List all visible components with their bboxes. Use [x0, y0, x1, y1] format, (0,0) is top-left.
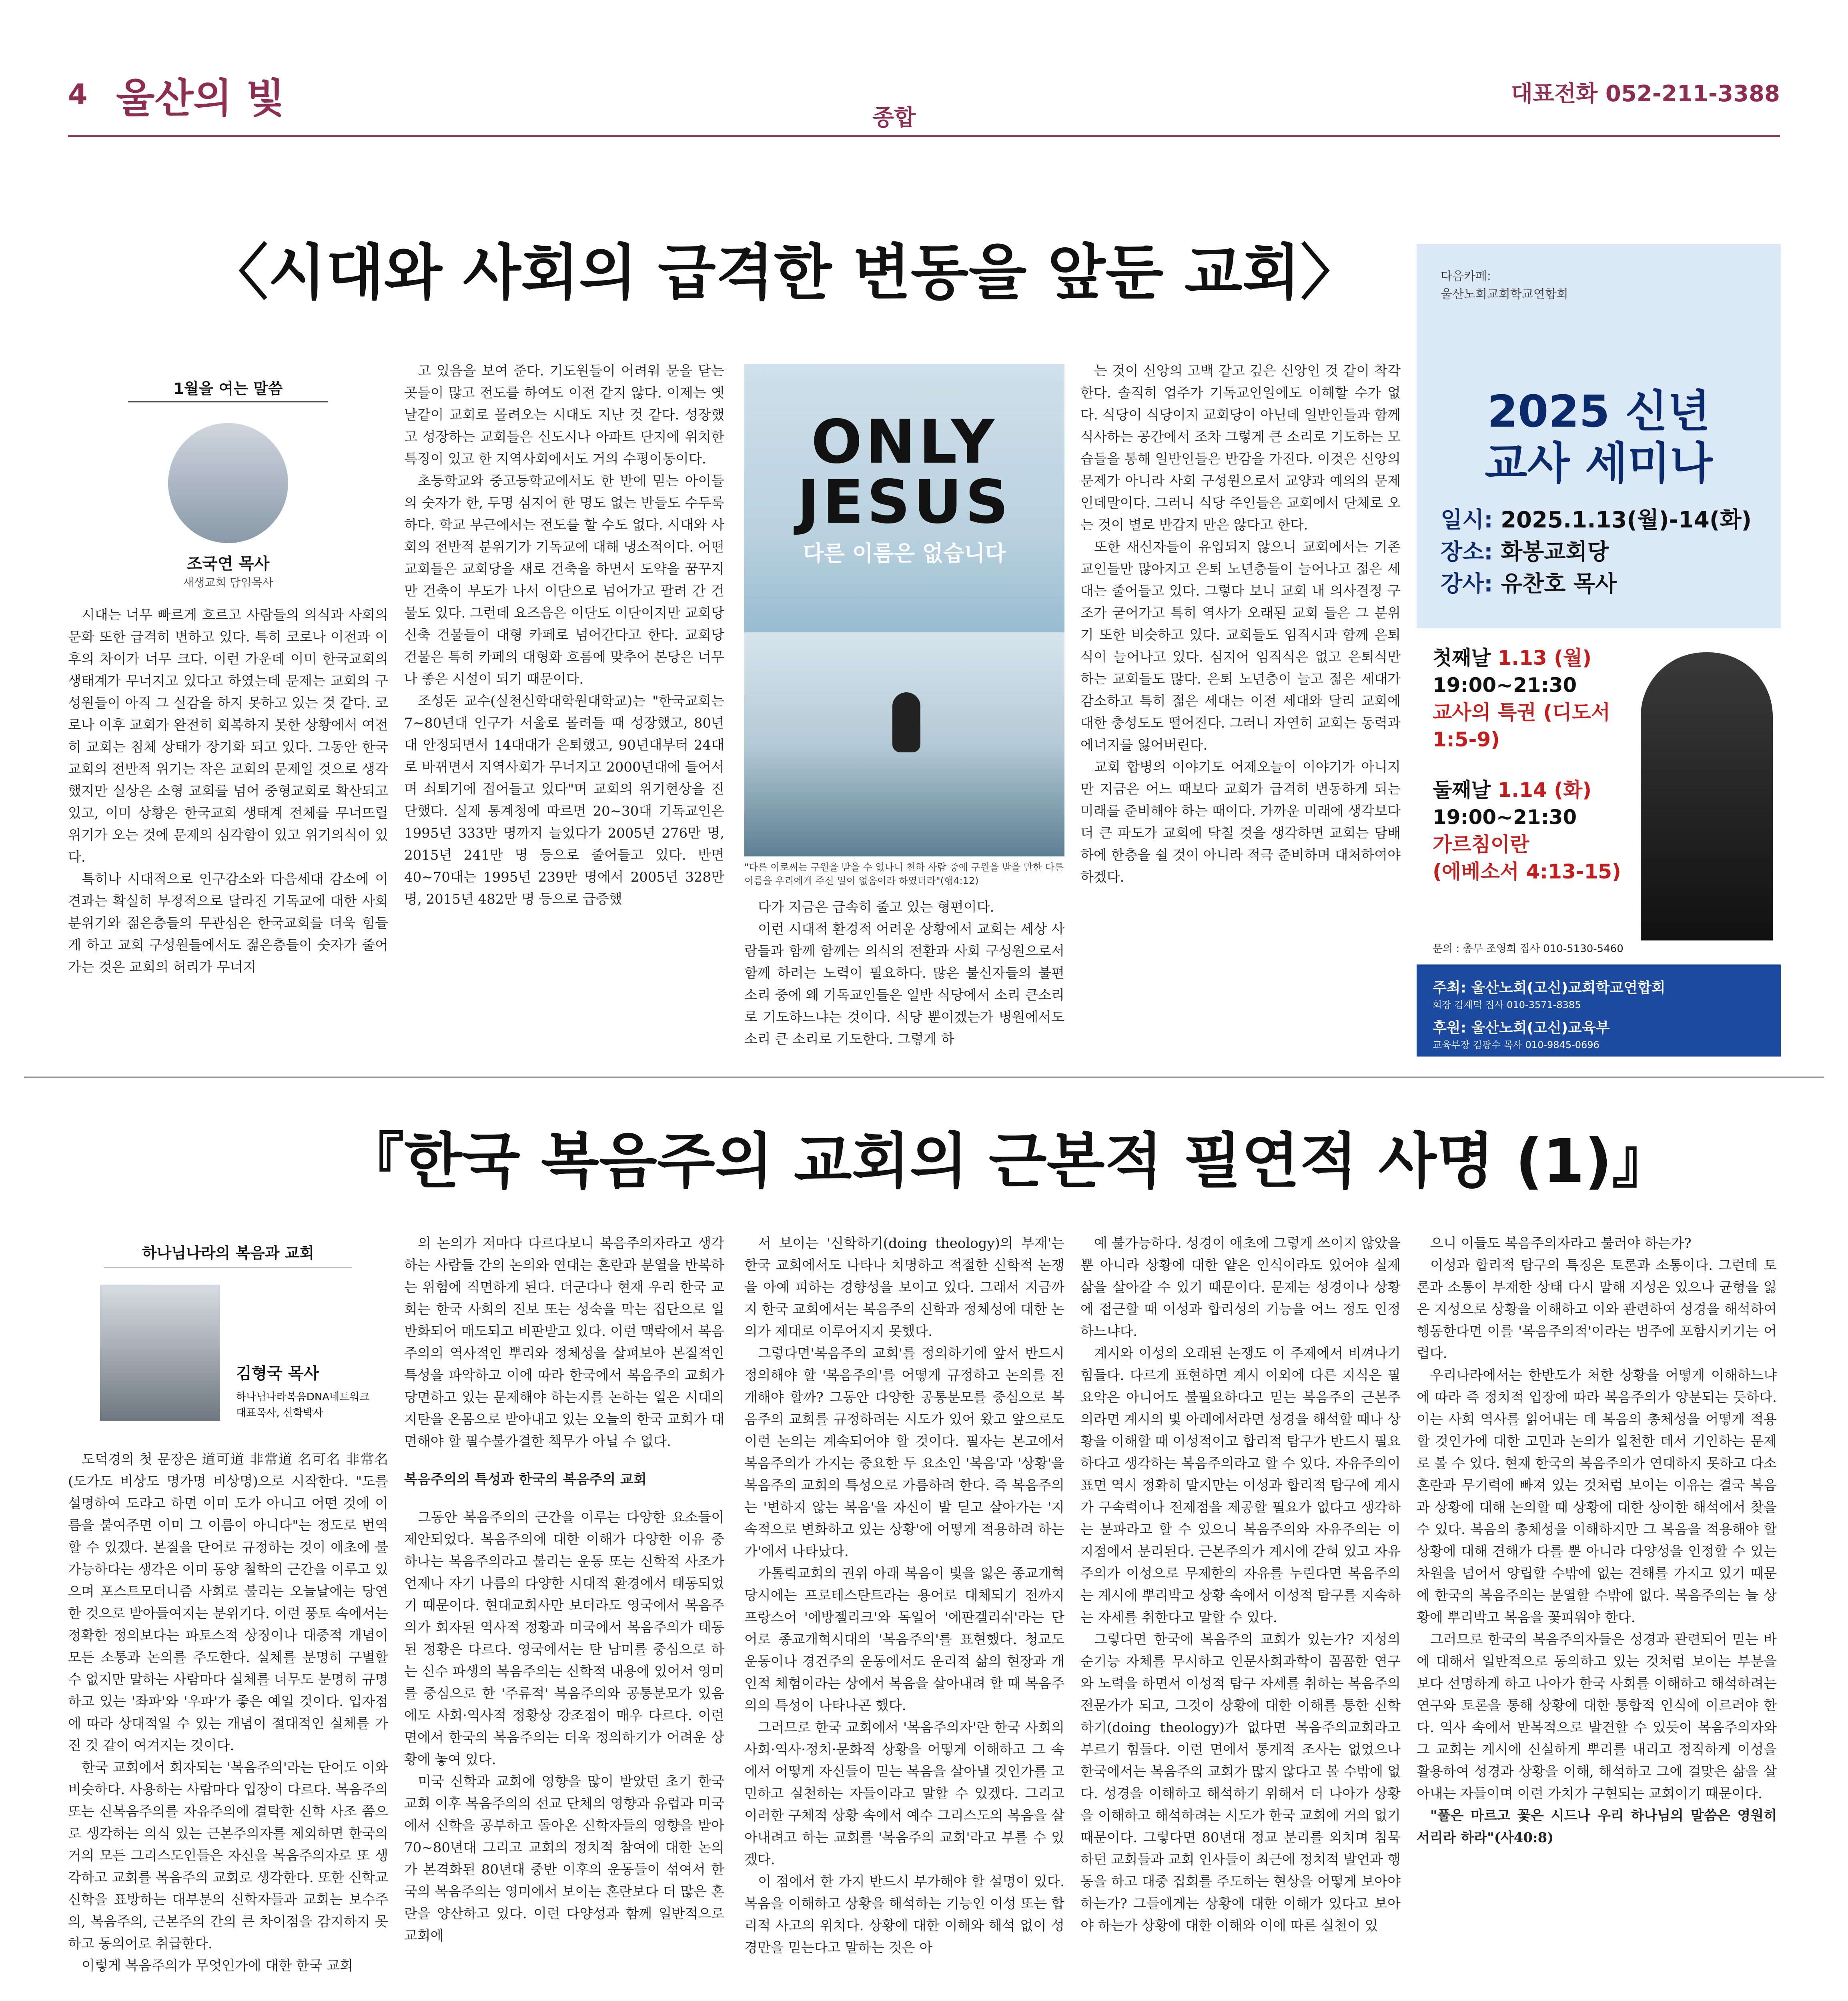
paragraph: 는 것이 신앙의 고백 같고 깊은 신앙인 것 같이 착각한다. 솔직히 업주가 기독교인일에도 이해할 수가 없다. 식당이 식당이지 교회당이 아닌데 일반인들과 함께 식사하는 공간에서 조차 그렇게 큰 소리로 기도하는 모습들을 통해 일반인들은 반감을 가진다. 이것은 신앙의 문제가 아니라 사회 구성원으로서 교양과 예의의 문제인데말이다. 그러니 식당 주인들은 교회에서 단체로 오는 것이 별로 반갑지 만은 않다고 한다. — [1080, 363, 1401, 533]
day2-topic: 가르침이란 — [1433, 833, 1529, 856]
header-rule — [68, 135, 1780, 137]
seminar-contact: 문의 : 총무 조영희 집사 010-5130-5460 — [1433, 943, 1624, 955]
sponsor-detail: 교육부장 김광수 목사 010-9845-0696 — [1433, 1039, 1599, 1051]
org-logo-text: 다음카페: — [1441, 269, 1491, 283]
paragraph: 이 점에서 한 가지 반드시 부가해야 할 설명이 있다. 복음을 이해하고 상황을 해석하는 기능인 이성 또는 합리적 사고의 위치다. 상황에 대한 이해와 해석 없이 성경만을 믿는다고 말하는 것은 아 — [744, 1874, 1064, 1956]
paragraph: 서 보이는 '신학하기(doing theology)의 부재'는 한국 교회에서도 나타나 치명하고 적절한 신학적 논쟁을 아예 피하는 경향성을 보이고 있다. 그래서 지금까지 한국 교회에서는 복음주의 신학과 정체성에 대한 논의가 제대로 이루어지지 못했다. — [744, 1235, 1064, 1339]
book-cover-image — [744, 364, 1064, 856]
seminar-ad — [1417, 244, 1781, 1057]
seminar-info — [1441, 504, 1769, 600]
org-name: 울산노회교회학교연합회 — [1441, 287, 1568, 301]
article1-col3 — [744, 896, 1064, 1061]
paragraph: 시대는 너무 빠르게 흐르고 사람들의 의식과 사회의 문화 또한 급격히 변하고 있다. 특히 코로나 이전과 이후의 차이가 너무 크다. 이런 가운데 이미 한국교회의 생태계가 무너지고 있다고 하였는데 문제는 교회의 구성원들이 아직 그 실감을 하지 못하고 있는 것 같다. 코로나 이후 교회가 완전히 회복하지 못한 상황에서 여전히 교회는 침체 상태가 장기화 되고 있다. 그동안 한국교회의 전반적 위기는 작은 교회의 문제일 것으로 생각했지만 실상은 소형 교회를 넘어 중형교회로 확산되고 있고, 이미 상황은 한국교회 생태계 전체를 무너뜨릴 위기가 오는 것에 문제의 심각함이 있고 위기의식이 있다. — [68, 607, 388, 865]
paragraph: 초등학교와 중고등학교에서도 한 반에 믿는 아이들의 숫자가 한, 두명 심지어 한 명도 없는 반들도 수두룩하다. 학교 부근에서는 전도를 할 수도 없다. 시대와 사회의 전반적 분위기가 기독교에 대해 냉소적이다. 어떤 교회들은 교회당을 새로 건축을 하면서 도약을 꿈꾸지만 건축이 부도가 나서 이단으로 넘어가고 팔려 간 건물도 있다. 그런데 요즈음은 이단도 이단이지만 교회당 신축 건물들이 대형 카페로 넘어간다고 한다. 교회당 건물은 특히 카페의 대형화 흐름에 맞추어 본당은 너무나 좋은 시설이 되기 때문이다. — [404, 473, 724, 687]
closing-verse: "풀은 마르고 꽃은 시드나 우리 하나님의 말씀은 영원히 서리라 하라"(사40:8) — [1417, 1808, 1777, 1846]
article1-col1 — [68, 604, 388, 1061]
paragraph: 이성과 합리적 탐구의 특징은 토론과 소통이다. 그런데 토론과 소통이 부재한 상태 다시 말해 지성은 있으나 균형을 잃은 지성으로 상황을 이해하고 이와 관련하여 성경을 해석하여 행동한다면 이를 '복음주의적'이라는 범주에 포함시키기는 어렵다. — [1417, 1257, 1777, 1361]
speaker-label: 강사: — [1441, 571, 1493, 597]
day2 — [1433, 776, 1641, 885]
paragraph: 의 논의가 저마다 다르다보니 복음주의자라고 생각하는 사람들 간의 논의와 연대는 혼란과 분열을 반복하는 위험에 직면하게 된다. 더군다나 현재 우리 한국 교회는 한국 사회의 진보 또는 성숙을 막는 집단으로 일반화되어 매도되고 비판받고 있다. 이런 맥락에서 복음주의의 역사적인 뿌리와 정체성을 살펴보아 본질적인 특성을 파악하고 이에 따라 한국에서 복음주의 교회가 당면하고 있는 문제해야 하는지를 논하는 일은 시대의 지탄을 온몸으로 받아내고 있는 오늘의 한국 교회가 대면해야 할 필수불가결한 책무가 아닐 수 없다. — [404, 1235, 724, 1450]
author-photo — [168, 423, 288, 543]
section-divider — [24, 1077, 1824, 1078]
book-caption: "다른 이로써는 구원을 받을 수 없나니 천하 사람 중에 구원을 받을 만한 다른 이름을 우리에게 주신 일이 없음이라 하였더라"(행4:12) — [744, 862, 1064, 886]
newspaper-logo: 울산의 빛 — [116, 74, 285, 122]
day1-date: 1.13 (월) — [1497, 646, 1592, 670]
penguin-icon — [892, 692, 920, 752]
paragraph: 예 불가능하다. 성경이 애초에 그렇게 쓰이지 않았을 뿐 아니라 상황에 대한 얕은 인식이라도 있어야 실제 삶을 살아갈 수 있기 때문이다. 문제는 성경이나 상황에 접근할 때 이성과 합리성의 기능을 어느 정도 인정하느냐다. — [1080, 1235, 1401, 1339]
seminar-title-line1: 2025 신년 — [1487, 386, 1710, 437]
paragraph: 그동안 복음주의의 근간을 이루는 다양한 요소들이 제안되었다. 복음주의에 대한 이해가 다양한 이유 중 하나는 복음주의라고 불리는 운동 또는 신학적 사조가 언제나 자기 나름의 다양한 시대적 환경에서 태동되었기 때문이다. 현대교회사만 보더라도 영국에서 복음주의가 회자된 역사적 정황과 미국에서 복음주의가 태동된 정황은 다르다. 영국에서는 탄 남미를 중심으로 하는 신수 파생의 복음주의는 신학적 내용에 있어서 영미를 중심으로 한 '주류적' 복음주의와 공통분모가 있음에도 사회·역사적 정황상 강조점이 매우 다르다. 이런 면에서 한국의 복음주의는 더욱 정의하기가 어려운 상황에 놓여 있다. — [404, 1510, 724, 1768]
author-photo — [100, 1285, 220, 1421]
paragraph: 그러므로 한국의 복음주의자들은 성경과 관련되어 믿는 바에 대해서 일반적으로 동의하고 있는 것처럼 보이는 부분을 보다 선명하게 하고 나아가 한국 사회를 이해하고 해석하려는 연구와 토론을 통해 상황에 대한 통합적 인식에 이르러야 한다. 역사 속에서 반복적으로 발견할 수 있듯이 복음주의자와 그 교회는 계시에 신실하게 뿌리를 내리고 정직하게 이성을 활용하여 성경과 상황을 이해, 해석하고 그에 걸맞은 삶을 살아내는 자들이며 이런 가치가 구현되는 교회이기 때문이다. — [1417, 1632, 1777, 1802]
paragraph: 가톨릭교회의 권위 아래 복음이 빛을 잃은 종교개혁 당시에는 프로테스탄트라는 용어로 대체되기 전까지 프랑스어 '에방젤리크'와 독일어 '에판겔리쉬'라는 단어로 종교개혁시대의 '복음주의'를 표현했다. 청교도 운동이나 경건주의 운동에서도 운리적 삶의 현장과 개인적 체험이라는 상에서 복음을 살아내려 할 때 복음주의의 특성이 나타나곤 했다. — [744, 1566, 1064, 1714]
date-label: 일시: — [1441, 507, 1493, 533]
author-role: 새생교회 담임목사 — [183, 576, 273, 589]
sponsor: 울산노회(고신)교육부 — [1471, 1020, 1610, 1036]
host-label: 주최: — [1433, 980, 1466, 996]
paragraph: 미국 신학과 교회에 영향을 많이 받았던 초기 한국 교회 이후 복음주의의 선교 단체의 영향과 유럽과 미국에서 신학을 공부하고 돌아온 신학자들의 영향을 받아 70~80년대 그리고 교회의 정치적 참여에 대한 논의가 본격화된 80년대 중반 이후의 운동들이 섞여서 한국의 복음주의는 영미에서 보이는 혼란보다 더 많은 혼란을 양산하고 있다. 이런 다양성과 함께 일반적으로 교회에 — [404, 1774, 724, 1944]
paragraph: 그렇다면'복음주의 교회'를 정의하기에 앞서 반드시 정의해야 할 '복음주의'를 어떻게 규정하고 논의를 전개해야 할까? 그동안 다양한 공통분모를 중심으로 복음주의 교회를 규정하려는 시도가 있어 왔고 앞으로도 이런 논의는 계속되어야 할 것이다. 필자는 본고에서 복음주의가 가지는 중요한 두 요소인 '복음'과 '상황'을 복음주의 교회의 특성으로 가름하려 한다. 즉 복음주의는 '변하지 않는 복음'을 자신이 발 딛고 살아가는 '지속적으로 변화하고 있는 상황'에 어떻게 적용하려 하는가'에서 나타났다. — [744, 1345, 1064, 1560]
article1-byline — [68, 376, 388, 590]
paragraph: 조성돈 교수(실천신학대학원대학교)는 "한국교회는 7~80년대 인구가 서울로 몰려들 때 성장했고, 80년대 안정되면서 14대대가 은퇴했고, 90년대부터 24대로 바뀌면서 지역사회가 무너지고 2000년대에 들어서며 쇠퇴기에 접어들고 있다"며 교회의 위기현상을 진단했다. 실제 통계청에 따르면 20~30대 기독교인은 1995년 333만 명까지 늘었다가 2005년 276만 명, 2015년 241만 명 등으로 줄어들고 있다. 반면 40~70대는 1995년 239만 명에서 2005년 328만 명, 2015년 482만 명 등으로 급증했 — [404, 693, 724, 907]
article1-col4 — [1080, 360, 1401, 1061]
subheading: 복음주의의 특성과 한국의 복음주의 교회 — [404, 1472, 647, 1488]
day1 — [1433, 644, 1641, 753]
paragraph: 이렇게 복음주의가 무엇인가에 대한 한국 교회 — [82, 1958, 353, 1974]
host: 울산노회(고신)교회학교연합회 — [1471, 980, 1666, 996]
place-label: 장소: — [1441, 539, 1493, 565]
day1-time: 19:00~21:30 — [1433, 674, 1577, 697]
day2-topic-ref: (에베소서 4:13-15) — [1433, 860, 1622, 883]
paragraph: 한국 교회에서 회자되는 '복음주의'라는 단어도 이와 비슷하다. 사용하는 사람마다 입장이 다르다. 복음주의 또는 신복음주의를 자유주의에 결탁한 신학 사조 쯤으로 생각하는 의식 있는 근본주의자를 제외하면 한국의 거의 모든 그리스도인들은 자신을 복음주의자로 또 생각하고 교회를 복음주의 교회로 생각한다. 또한 신학교 신학을 표방하는 대부분의 신학자들과 교회는 보수주의, 복음주의, 근본주의 간의 큰 차이점을 감지하지 못하고 동의어로 취급한다. — [68, 1760, 388, 1952]
book-subtitle: 다른 이름은 없습니다 — [803, 541, 1006, 566]
day1-label: 첫째날 — [1433, 646, 1491, 670]
day2-time: 19:00~21:30 — [1433, 806, 1577, 829]
book-title-line1: ONLY — [811, 407, 998, 477]
paragraph: 고 있음을 보여 준다. 기도원들이 어려워 문을 닫는 곳들이 많고 전도를 하여도 이전 같지 않다. 이제는 옛날같이 교회로 몰려오는 시대도 지난 것 같다. 성장했고 성장하는 교회들은 신도시나 아파트 단지에 위치한 특징이 있고 한 지역사회에서도 거의 수평이동이다. — [404, 363, 724, 467]
paragraph: 교회 합병의 이야기도 어제오늘이 이야기가 아니지만 지금은 어느 때보다 교회가 급격히 변동하게 되는 미래를 준비해야 하는 때이다. 가까운 미래에 생각보다 더 큰 파도가 교회에 닥칠 것을 생각하면 교회는 담배하에 한층을 쉴 것이 아니라 적극 준비하며 대처하여야 하겠다. — [1080, 759, 1401, 885]
place-value: 화봉교회당 — [1501, 539, 1609, 565]
article2-col1 — [68, 1449, 388, 2001]
article2-col4 — [1080, 1233, 1401, 2001]
header-phone: 대표전화 052-211-3388 — [1511, 81, 1780, 107]
author-role-line1: 하나님나라복음DNA네트워크 — [236, 1391, 370, 1403]
seminar-title-line2: 교사 세미나 — [1485, 438, 1713, 489]
seminar-schedule — [1417, 628, 1781, 964]
paragraph: 그러므로 한국 교회에서 '복음주의자'란 한국 사회의 사회·역사·정치·문화적 상황을 어떻게 이해하고 그 속에서 어떻게 자신들이 믿는 복음을 살아낼 것인가를 고민하고 실천하는 자들이라고 말할 수 있겠다. 그리고 이러한 구체적 상황 속에서 예수 그리스도의 복음을 살아내려고 하는 교회를 '복음주의 교회'라고 부를 수 있겠다. — [744, 1720, 1064, 1868]
section-label: 종합 — [872, 105, 916, 131]
date-value: 2025.1.13(월)-14(화) — [1501, 507, 1752, 533]
paragraph: 계시와 이성의 오래된 논쟁도 이 주제에서 비껴나기 힘들다. 다르게 표현하면 계시 이외에 다른 지식은 필요악은 아니어도 불필요하다고 믿는 복음주의 근본주의라면 계시의 빛 아래에서라면 성경을 해석할 때나 상황을 이해할 때 이성적이고 합리적 탐구가 반드시 필요하다고 생각하는 복음주의라고 할 수 있다. 자유주의이 표면 역시 정확히 말지만는 이성과 합리적 탐구에 계시가 구속력이나 전제점을 제공할 필요가 없다고 생각하는 분파라고 할 수 있으니 복음주의와 자유주의는 이 지점에서 분리된다. 근본주의가 계시에 갇혀 있고 자유주의가 이성으로 무제한의 자유를 누린다면 복음주의는 계시에 뿌리박고 상황 속에서 이성적 탐구를 지속하는 자세를 취한다고 말할 수 있다. — [1080, 1345, 1401, 1626]
article2-byline — [68, 1241, 388, 1419]
paragraph: 특히나 시대적으로 인구감소와 다음세대 감소에 이견과는 확실히 부정적으로 달라진 기독교에 대한 사회 분위기와 젊은층들의 무관심은 한국교회를 더욱 힘들게 하고 교회 구성원들에서도 젊은층들이 숫자가 줄어가는 것은 교회의 허리가 무너지 — [68, 871, 388, 975]
paragraph: 도덕경의 첫 문장은 道可道 非常道 名可名 非常名 (도가도 비상도 명가명 비상명)으로 시작한다. "도를 설명하여 도라고 하면 이미 도가 아니고 어떤 것에 이름을 붙여주면 이미 그 이름이 아니다"는 정도로 번역할 수 있겠다. 본질을 단어로 규정하는 것이 애초에 불가능하다는 생각은 이미 동양 철학의 근간을 이루고 있으며 포스트모더니즘 사회로 불리는 오늘날에는 당연한 것으로 받아들여지는 분위기다. 이런 풍토 속에서는 정확한 정의보다는 파토스적 상징이나 대중적 개념이 모든 소통과 논의를 주도한다. 실체를 분명히 구별할 수 없지만 말하는 사람마다 실체를 너무도 분명히 규명하고 있는 '좌파'와 '우파'가 좋은 예일 것이다. 입자점에 따라 상대적일 수 있는 개념이 절대적인 실체를 가진 것 같이 여겨지는 것이다. — [68, 1452, 388, 1754]
host-detail: 회장 김재덕 집사 010-3571-8385 — [1433, 999, 1581, 1011]
paragraph: 이런 시대적 환경적 어려운 상황에서 교회는 세상 사람들과 함께 함께는 의식의 전환과 사회 구성원으로서 함께 하려는 노력이 필요하다. 많은 불신자들의 불편 소리 중에 왜 기독교인들은 일반 식당에서 소리 큰소리로 기도하느냐는 것이다. 식당 뿐이겠는가 병원에서도 소리 큰 소리로 기도한다. 그렇게 하 — [744, 921, 1064, 1047]
article2-col5 — [1417, 1233, 1777, 2001]
iceberg-graphic — [744, 632, 1064, 856]
speaker-photo — [1641, 652, 1773, 940]
article1-title: 〈시대와 사회의 급격한 변동을 앞둔 교회〉 — [208, 238, 1361, 308]
column-tag: 하나님나라의 복음과 교회 — [104, 1241, 352, 1267]
paragraph: 다가 지금은 급속히 줄고 있는 형편이다. — [758, 899, 994, 915]
article2-col2 — [404, 1233, 724, 2001]
speaker-value: 유찬호 목사 — [1501, 571, 1617, 597]
article2-title: 『한국 복음주의 교회의 근본적 필연적 사명 (1)』 — [344, 1127, 1672, 1196]
article2-col3 — [744, 1233, 1064, 2001]
paragraph: 그렇다면 한국에 복음주의 교회가 있는가? 지성의 순기능 자체를 무시하고 인문사회과학이 꼼꼼한 연구와 노력을 하면서 이성적 탐구 자세를 취하는 복음주의 전문가가 되고, 그것이 상황에 대한 이해를 통한 신학하기(doing theology)가 없다면 복음주의교회라고 부르기 힘들다. 이런 면에서 통계적 조사는 없었으나 한국에서는 복음주의 교회가 많지 않다고 볼 수밖에 없다. 성경을 이해하고 해석하기 위해서 더 나아가 상황을 이해하고 해석하려는 시도가 한국 교회에 거의 없기 때문이다. 그렇다면 80년대 정교 분리를 외치며 침묵하던 교회들과 교회 인사들이 최근에 정치적 발언과 행동을 하고 대중 집회를 주도하는 현상을 어떻게 보아야 하는가? 그들에게는 상황에 대한 이해가 있다고 보아야 하는가 상황에 대한 이해와 이에 따른 실천이 있 — [1080, 1632, 1401, 1934]
author-name: 조국연 목사 — [186, 555, 270, 573]
seminar-footer — [1417, 964, 1781, 1057]
paragraph: 으니 이들도 복음주의자라고 불러야 하는가? — [1430, 1235, 1692, 1251]
day2-label: 둘째날 — [1433, 778, 1491, 802]
page-number: 4 — [68, 78, 88, 111]
book-title-line2: JESUS — [797, 467, 1012, 537]
article1-col2 — [404, 360, 724, 1061]
paragraph: 우리나라에서는 한반도가 처한 상황을 어떻게 이해하느냐에 따라 즉 정치적 입장에 따라 복음주의가 양분되는 듯하다. 이는 사회 역사를 읽어내는 데 복음의 총체성을 어떻게 적용할 것인가에 대한 고민과 논의가 일천한 데서 기인하는 문제로 볼 수 있다. 현재 한국의 복음주의가 연대하지 못하고 다소 혼란과 무기력에 빠져 있는 것처럼 보이는 이유는 결국 복음과 상황에 대해 논의할 때 상황에 대한 상이한 해석에서 찾을 수 있다. 복음의 총체성을 이해하지만 그 복음을 적용해야 할 상황에 대해 견해가 다를 뿐 아니라 다양성을 인정할 수 있는 차원을 넘어서 양립할 수밖에 없는 견해를 가지고 있기 때문에 한국의 복음주의는 분열할 수밖에 없다. 복음주의는 늘 상황에 뿌리박고 복음을 꽃피워야 한다. — [1417, 1367, 1777, 1626]
day1-topic: 교사의 특권 (디도서 1:5-9) — [1433, 701, 1611, 751]
column-tag: 1월을 여는 말씀 — [128, 376, 328, 403]
paragraph: 또한 새신자들이 유입되지 않으니 교회에서는 기존 교인들만 많아지고 은퇴 노년층들이 늘어나고 젊은 세대는 줄어들고 있다. 그렇다 보니 교회 내 의사결정 구조가 굳어가고 특히 역사가 오래된 교회 들은 그 분위기 또한 비슷하고 있다. 교회들도 임직시과 함께 은퇴식이 늘어나고 있다. 심지어 임직식은 없고 은퇴식만 하는 교회들도 많다. 은퇴 노년층이 늘고 젊은 세대가 감소하고 특히 젊은 세대는 이전 세대와 달리 교회에 대한 충성도도 떨어진다. 그러니 자연히 교회는 동력과 에너지를 잃어버린다. — [1080, 539, 1401, 753]
sponsor-label: 후원: — [1433, 1020, 1466, 1036]
day2-date: 1.14 (화) — [1497, 778, 1592, 802]
author-role-line2: 대표목사, 신학박사 — [236, 1407, 323, 1419]
author-name: 김형국 목사 — [236, 1364, 319, 1383]
